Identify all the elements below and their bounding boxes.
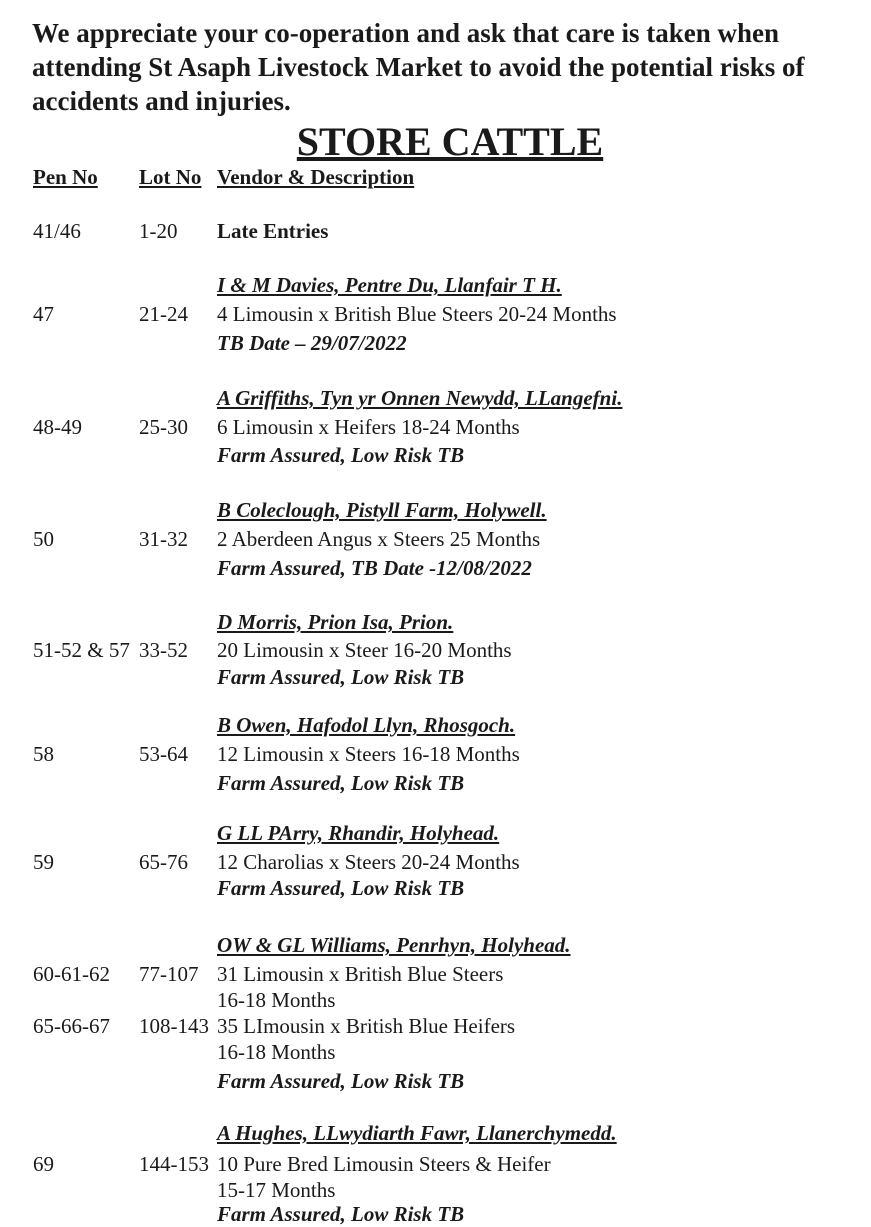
column-header-description: Vendor & Description: [217, 165, 415, 189]
lot-note: Farm Assured, TB Date -12/08/2022: [217, 556, 532, 580]
lot-number: 31-32: [139, 527, 188, 551]
vendor-name: G LL PArry, Rhandir, Holyhead.: [217, 821, 500, 845]
lot-description: 2 Aberdeen Angus x Steers 25 Months: [217, 527, 541, 551]
section-heading: STORE CATTLE: [296, 119, 604, 164]
lot-number: 1-20: [139, 219, 178, 243]
lot-number: 33-52: [139, 638, 188, 662]
late-entries-label: Late Entries: [217, 219, 329, 243]
vendor-name: A Hughes, LLwydiarth Fawr, Llanerchymedd.: [217, 1121, 617, 1145]
pen-number: 48-49: [33, 415, 82, 439]
lot-note: Farm Assured, Low Risk TB: [217, 443, 465, 467]
vendor-name: D Morris, Prion Isa, Prion.: [217, 610, 454, 634]
lot-description: 10 Pure Bred Limousin Steers & Heifer: [217, 1152, 551, 1176]
lot-note: Farm Assured, Low Risk TB: [217, 876, 465, 900]
lot-number: 25-30: [139, 415, 188, 439]
lot-description: 6 Limousin x Heifers 18-24 Months: [217, 415, 520, 439]
pen-number: 65-66-67: [33, 1014, 110, 1038]
column-header-pen: Pen No: [33, 165, 98, 189]
lot-description-continued: 16-18 Months: [217, 988, 336, 1012]
vendor-name: OW & GL Williams, Penrhyn, Holyhead.: [217, 933, 571, 957]
pen-number: 59: [33, 850, 54, 874]
lot-number: 21-24: [139, 302, 188, 326]
pen-number: 51-52 & 57: [33, 638, 130, 662]
pen-number: 47: [33, 302, 54, 326]
pen-number: 69: [33, 1152, 54, 1176]
intro-notice: We appreciate your co-operation and ask that care is taken when attending St Asaph Livestock Market to avoid the potential risks of accidents and injuries.: [32, 18, 805, 116]
column-header-lot: Lot No: [139, 165, 202, 189]
lot-number: 144-153: [139, 1152, 209, 1176]
lot-description-continued: 16-18 Months: [217, 1040, 336, 1064]
lot-description: 4 Limousin x British Blue Steers 20-24 Months: [217, 302, 617, 326]
lot-number: 65-76: [139, 850, 188, 874]
pen-number: 41/46: [33, 219, 81, 243]
pen-number: 50: [33, 527, 54, 551]
lot-description: 35 LImousin x British Blue Heifers: [217, 1014, 516, 1038]
lot-description: 20 Limousin x Steer 16-20 Months: [217, 638, 512, 662]
lot-number: 77-107: [139, 962, 199, 986]
pen-number: 60-61-62: [33, 962, 110, 986]
lot-description: 12 Charolias x Steers 20-24 Months: [217, 850, 520, 874]
lot-note: TB Date – 29/07/2022: [217, 331, 407, 355]
lot-note: Farm Assured, Low Risk TB: [217, 1069, 465, 1093]
pen-number: 58: [33, 742, 54, 766]
lot-number: 108-143: [139, 1014, 209, 1038]
vendor-name: B Owen, Hafodol Llyn, Rhosgoch.: [217, 713, 516, 737]
lot-note: Farm Assured, Low Risk TB: [217, 665, 465, 689]
vendor-name: B Coleclough, Pistyll Farm, Holywell.: [217, 498, 547, 522]
lot-description: 31 Limousin x British Blue Steers: [217, 962, 504, 986]
lot-note: Farm Assured, Low Risk TB: [217, 771, 465, 795]
vendor-name: I & M Davies, Pentre Du, Llanfair T H.: [217, 273, 562, 297]
vendor-name: A Griffiths, Tyn yr Onnen Newydd, LLangefni.: [217, 386, 623, 410]
lot-number: 53-64: [139, 742, 188, 766]
lot-description-continued: 15-17 Months: [217, 1178, 336, 1202]
lot-description: 12 Limousin x Steers 16-18 Months: [217, 742, 520, 766]
lot-note: Farm Assured, Low Risk TB: [217, 1202, 465, 1226]
